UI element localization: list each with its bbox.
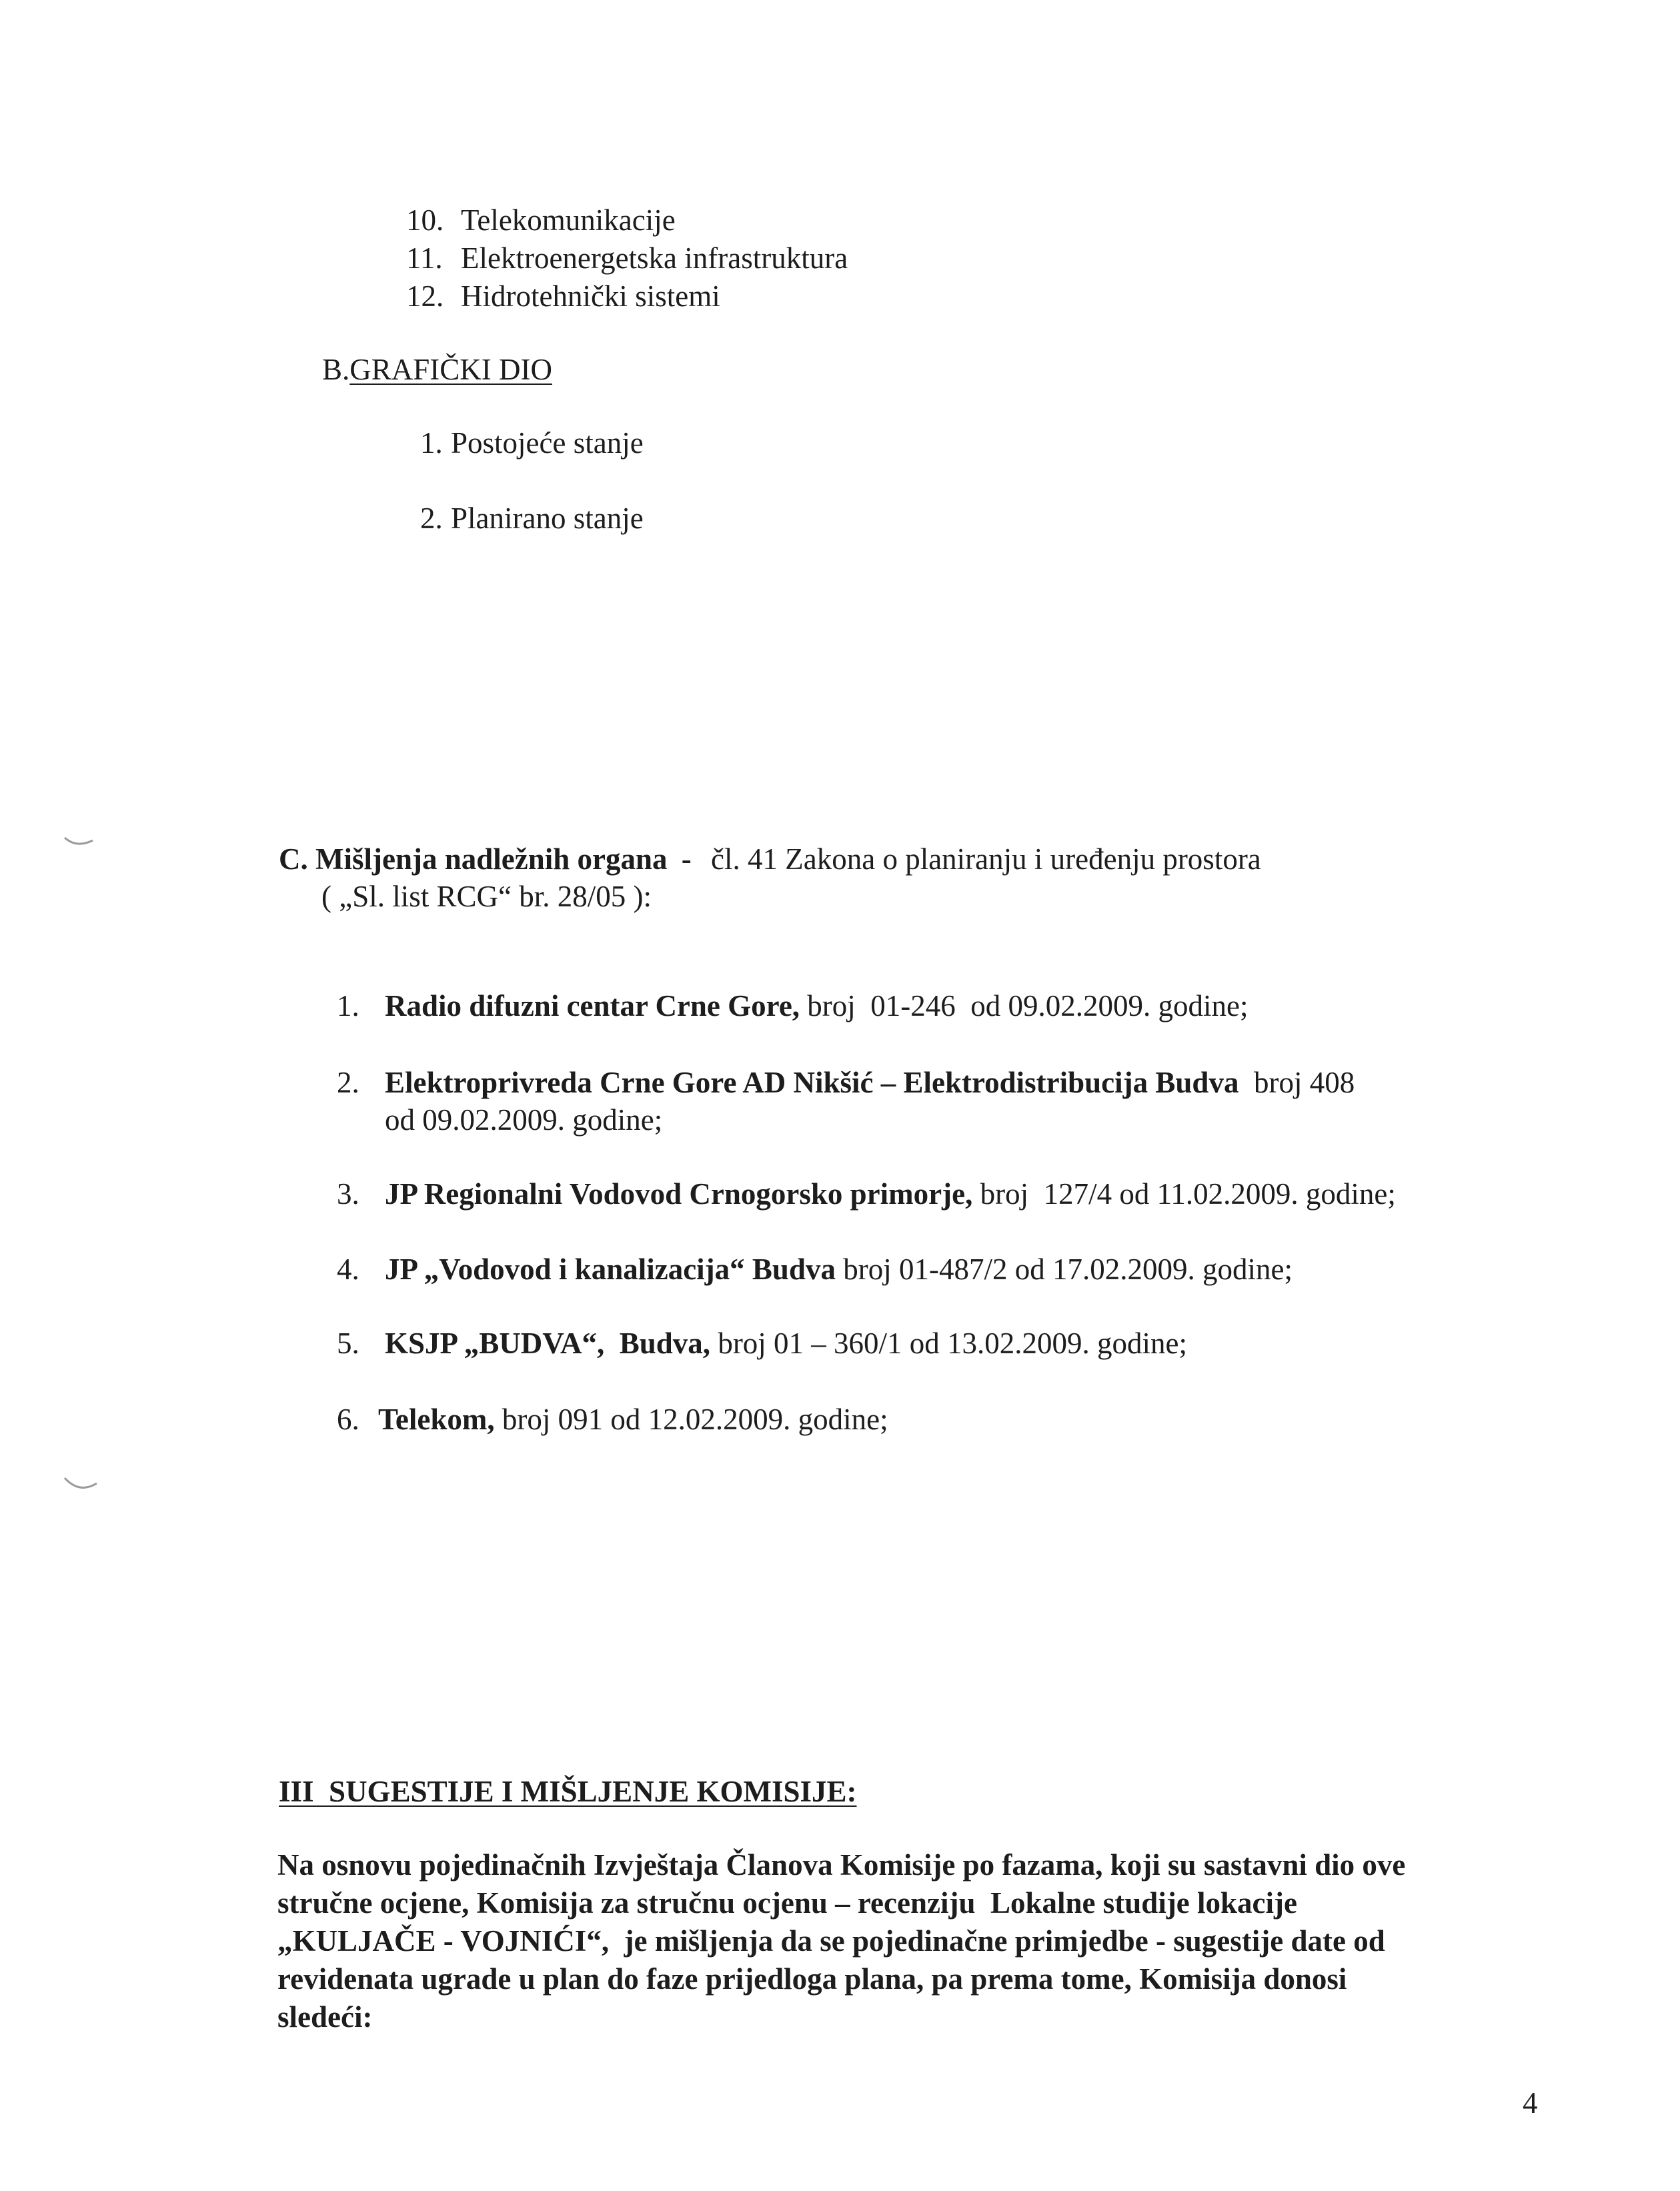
- section-c-dash: -: [681, 842, 692, 876]
- list-number: 2.: [420, 502, 443, 535]
- paragraph-line: revidenata ugrade u plan do faze prijedloga plana, pa prema tome, Komisija donosi: [277, 1962, 1347, 1996]
- section-c-heading: [279, 840, 1261, 878]
- list-number: 10.: [406, 203, 444, 237]
- list-text: Hidrotehnički sistemi: [461, 279, 720, 313]
- list-text: broj 127/4 od 11.02.2009. godine;: [972, 1177, 1396, 1211]
- list-text: broj 408: [1238, 1066, 1355, 1099]
- list-bold-text: Elektroprivreda Crne Gore AD Nikšić – Elektrodistribucija Budva: [385, 1066, 1239, 1099]
- section-b-heading: [322, 351, 552, 388]
- list-text: broj 091 od 12.02.2009. godine;: [494, 1403, 888, 1436]
- list-item: [337, 1064, 1355, 1101]
- list-item: [406, 201, 676, 239]
- paragraph-line: sledeći:: [277, 2000, 373, 2034]
- list-bold-text: JP Regionalni Vodovod Crnogorsko primorje,: [385, 1177, 973, 1211]
- list-text: Elektroenergetska infrastruktura: [461, 241, 848, 275]
- list-item: [406, 277, 720, 315]
- list-item: [420, 424, 644, 462]
- list-number: 3.: [337, 1177, 359, 1211]
- section-iii-paragraph: [277, 1846, 1425, 2036]
- list-item-continuation: od 09.02.2009. godine;: [385, 1103, 663, 1137]
- list-bold-text: JP „Vodovod i kanalizacija“ Budva: [385, 1253, 836, 1286]
- paragraph-line: „KULJAČE - VOJNIĆI“, je mišljenja da se pojedinačne primjedbe - sugestije date od: [277, 1924, 1385, 1958]
- list-text: broj 01-487/2 od 17.02.2009. godine;: [836, 1253, 1293, 1286]
- section-c-title: C. Mišljenja nadležnih organa: [279, 842, 668, 876]
- list-text: Telekomunikacije: [461, 203, 676, 237]
- scan-mark: [63, 834, 103, 854]
- list-text: Postojeće stanje: [451, 426, 644, 460]
- section-b-title: GRAFIČKI DIO: [349, 353, 553, 386]
- list-number: 11.: [406, 241, 443, 275]
- list-item: [420, 500, 644, 537]
- section-c-legal-reference: čl. 41 Zakona o planiranju i uređenju prostora: [711, 842, 1261, 876]
- section-iii-title: III SUGESTIJE I MIŠLJENJE KOMISIJE:: [279, 1775, 857, 1808]
- section-c-gazette-reference: ( „Sl. list RCG“ br. 28/05 ):: [321, 880, 652, 913]
- list-item: [337, 1325, 1187, 1362]
- list-bold-text: KSJP „BUDVA“, Budva,: [385, 1327, 711, 1360]
- section-b-prefix: B.: [322, 353, 350, 386]
- list-number: 1.: [420, 426, 443, 460]
- list-text: Planirano stanje: [451, 502, 644, 535]
- list-item: [337, 987, 1248, 1024]
- paragraph-line: stručne ocjene, Komisija za stručnu ocjenu – recenziju Lokalne studije lokacije: [277, 1886, 1297, 1920]
- list-bold-text: Radio difuzni centar Crne Gore,: [385, 989, 800, 1022]
- paragraph-line: Na osnovu pojedinačnih Izvještaja Članova Komisije po fazama, koji su sastavni dio ove: [277, 1848, 1406, 1882]
- list-item: [337, 1251, 1293, 1288]
- scan-mark: [63, 1474, 117, 1501]
- list-item: [337, 1175, 1396, 1213]
- list-item: [406, 239, 848, 277]
- list-item: [337, 1401, 888, 1438]
- list-bold-text: Telekom,: [378, 1403, 495, 1436]
- list-text: broj 01-246 od 09.02.2009. godine;: [800, 989, 1248, 1022]
- list-number: 5.: [337, 1327, 359, 1360]
- list-number: 2.: [337, 1066, 359, 1099]
- list-number: 12.: [406, 279, 444, 313]
- page-number: 4: [1523, 2086, 1538, 2120]
- list-number: 1.: [337, 989, 359, 1022]
- list-text: broj 01 – 360/1 od 13.02.2009. godine;: [710, 1327, 1188, 1360]
- list-number: 6.: [337, 1403, 359, 1436]
- list-number: 4.: [337, 1253, 359, 1286]
